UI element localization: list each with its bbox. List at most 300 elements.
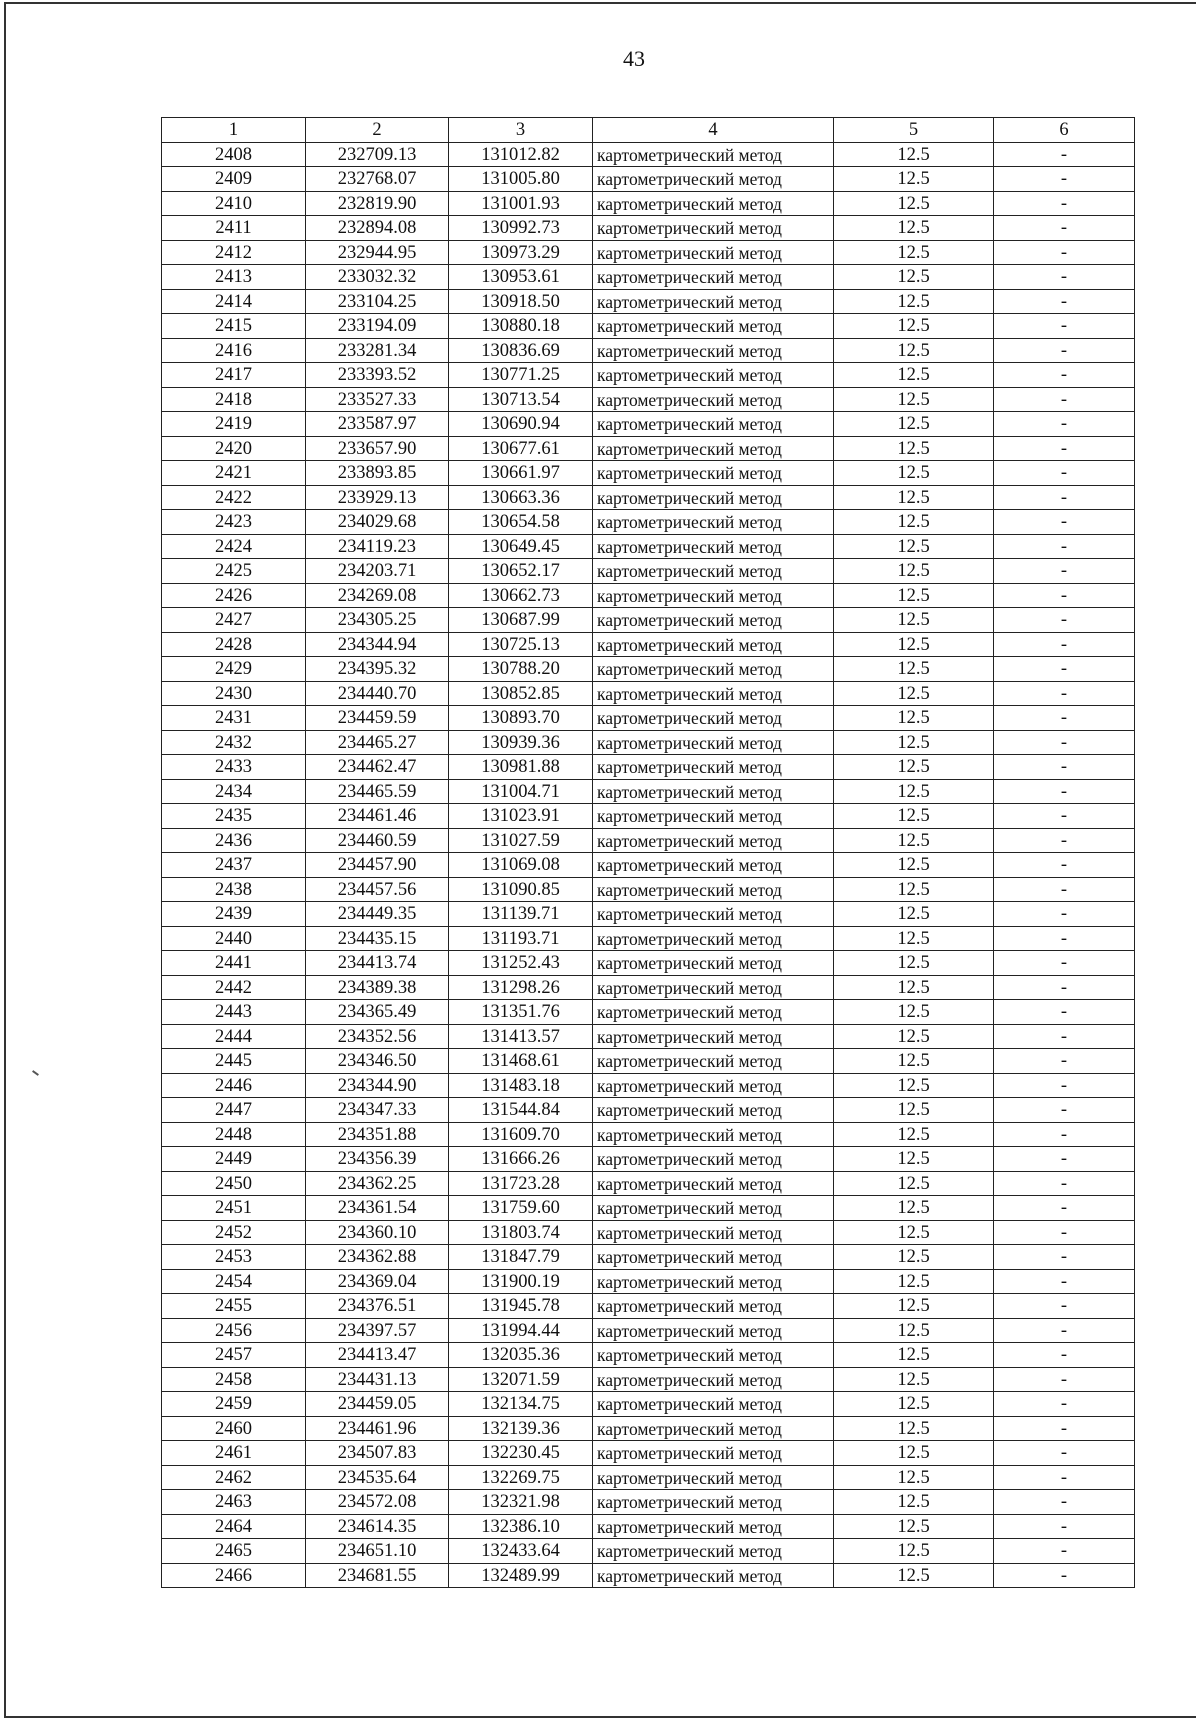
y-coordinate-cell: 131413.57 [449, 1024, 593, 1049]
point-number-cell: 2409 [162, 167, 306, 192]
x-coordinate-cell: 234435.15 [306, 926, 449, 951]
x-coordinate-cell: 234361.54 [306, 1196, 449, 1221]
y-coordinate-cell: 130981.88 [449, 755, 593, 780]
point-number-cell: 2419 [162, 412, 306, 437]
accuracy-cell: 12.5 [834, 902, 994, 927]
point-number-cell: 2466 [162, 1563, 306, 1588]
accuracy-cell: 12.5 [834, 951, 994, 976]
accuracy-cell: 12.5 [834, 681, 994, 706]
method-cell: картометрический метод [593, 1220, 834, 1245]
table-row [162, 1000, 1135, 1025]
description-cell: - [994, 1441, 1135, 1466]
y-coordinate-cell: 132386.10 [449, 1514, 593, 1539]
method-cell: картометрический метод [593, 1245, 834, 1270]
x-coordinate-cell: 234352.56 [306, 1024, 449, 1049]
point-number-cell: 2446 [162, 1073, 306, 1098]
method-cell: картометрический метод [593, 926, 834, 951]
accuracy-cell: 12.5 [834, 828, 994, 853]
y-coordinate-cell: 130662.73 [449, 583, 593, 608]
accuracy-cell: 12.5 [834, 1563, 994, 1588]
x-coordinate-cell: 234344.90 [306, 1073, 449, 1098]
y-coordinate-cell: 131468.61 [449, 1049, 593, 1074]
method-cell: картометрический метод [593, 730, 834, 755]
y-coordinate-cell: 130788.20 [449, 657, 593, 682]
point-number-cell: 2442 [162, 975, 306, 1000]
point-number-cell: 2460 [162, 1416, 306, 1441]
description-cell: - [994, 338, 1135, 363]
description-cell: - [994, 730, 1135, 755]
description-cell: - [994, 240, 1135, 265]
method-cell: картометрический метод [593, 779, 834, 804]
point-number-cell: 2465 [162, 1539, 306, 1564]
description-cell: - [994, 1294, 1135, 1319]
x-coordinate-cell: 234119.23 [306, 534, 449, 559]
point-number-cell: 2444 [162, 1024, 306, 1049]
table-row [162, 1098, 1135, 1123]
table-row [162, 1122, 1135, 1147]
accuracy-cell: 12.5 [834, 1539, 994, 1564]
header-col-4: 4 [593, 118, 834, 143]
x-coordinate-cell: 233194.09 [306, 314, 449, 339]
y-coordinate-cell: 130939.36 [449, 730, 593, 755]
accuracy-cell: 12.5 [834, 1318, 994, 1343]
description-cell: - [994, 167, 1135, 192]
table-row [162, 265, 1135, 290]
table-row [162, 1294, 1135, 1319]
x-coordinate-cell: 234413.47 [306, 1343, 449, 1368]
method-cell: картометрический метод [593, 1343, 834, 1368]
description-cell: - [994, 1171, 1135, 1196]
method-cell: картометрический метод [593, 1147, 834, 1172]
accuracy-cell: 12.5 [834, 1147, 994, 1172]
accuracy-cell: 12.5 [834, 338, 994, 363]
description-cell: - [994, 1514, 1135, 1539]
method-cell: картометрический метод [593, 534, 834, 559]
accuracy-cell: 12.5 [834, 1220, 994, 1245]
description-cell: - [994, 412, 1135, 437]
method-cell: картометрический метод [593, 1196, 834, 1221]
description-cell: - [994, 1147, 1135, 1172]
accuracy-cell: 12.5 [834, 975, 994, 1000]
y-coordinate-cell: 130852.85 [449, 681, 593, 706]
y-coordinate-cell: 130687.99 [449, 608, 593, 633]
method-cell: картометрический метод [593, 755, 834, 780]
point-number-cell: 2425 [162, 559, 306, 584]
point-number-cell: 2456 [162, 1318, 306, 1343]
description-cell: - [994, 485, 1135, 510]
method-cell: картометрический метод [593, 216, 834, 241]
method-cell: картометрический метод [593, 387, 834, 412]
y-coordinate-cell: 131994.44 [449, 1318, 593, 1343]
x-coordinate-cell: 234395.32 [306, 657, 449, 682]
accuracy-cell: 12.5 [834, 510, 994, 535]
point-number-cell: 2463 [162, 1490, 306, 1515]
x-coordinate-cell: 234362.88 [306, 1245, 449, 1270]
x-coordinate-cell: 234346.50 [306, 1049, 449, 1074]
header-col-6: 6 [994, 118, 1135, 143]
y-coordinate-cell: 132035.36 [449, 1343, 593, 1368]
method-cell: картометрический метод [593, 804, 834, 829]
accuracy-cell: 12.5 [834, 583, 994, 608]
description-cell: - [994, 1416, 1135, 1441]
x-coordinate-cell: 234413.74 [306, 951, 449, 976]
accuracy-cell: 12.5 [834, 1122, 994, 1147]
x-coordinate-cell: 233929.13 [306, 485, 449, 510]
y-coordinate-cell: 130713.54 [449, 387, 593, 412]
header-col-3: 3 [449, 118, 593, 143]
point-number-cell: 2418 [162, 387, 306, 412]
x-coordinate-cell: 234369.04 [306, 1269, 449, 1294]
point-number-cell: 2432 [162, 730, 306, 755]
x-coordinate-cell: 234365.49 [306, 1000, 449, 1025]
scan-border-bottom [4, 1716, 1196, 1718]
point-number-cell: 2434 [162, 779, 306, 804]
x-coordinate-cell: 234449.35 [306, 902, 449, 927]
method-cell: картометрический метод [593, 412, 834, 437]
x-coordinate-cell: 234347.33 [306, 1098, 449, 1123]
description-cell: - [994, 1318, 1135, 1343]
accuracy-cell: 12.5 [834, 363, 994, 388]
table-row [162, 1049, 1135, 1074]
accuracy-cell: 12.5 [834, 1196, 994, 1221]
point-number-cell: 2413 [162, 265, 306, 290]
y-coordinate-cell: 131544.84 [449, 1098, 593, 1123]
table-row [162, 1024, 1135, 1049]
description-cell: - [994, 902, 1135, 927]
description-cell: - [994, 216, 1135, 241]
point-number-cell: 2441 [162, 951, 306, 976]
x-coordinate-cell: 232894.08 [306, 216, 449, 241]
method-cell: картометрический метод [593, 1318, 834, 1343]
x-coordinate-cell: 234305.25 [306, 608, 449, 633]
y-coordinate-cell: 130649.45 [449, 534, 593, 559]
x-coordinate-cell: 233587.97 [306, 412, 449, 437]
x-coordinate-cell: 232944.95 [306, 240, 449, 265]
point-number-cell: 2421 [162, 461, 306, 486]
y-coordinate-cell: 130663.36 [449, 485, 593, 510]
table-body [162, 142, 1135, 1588]
method-cell: картометрический метод [593, 583, 834, 608]
y-coordinate-cell: 130677.61 [449, 436, 593, 461]
accuracy-cell: 12.5 [834, 804, 994, 829]
accuracy-cell: 12.5 [834, 240, 994, 265]
table-row [162, 755, 1135, 780]
table-row [162, 926, 1135, 951]
method-cell: картометрический метод [593, 828, 834, 853]
point-number-cell: 2436 [162, 828, 306, 853]
x-coordinate-cell: 234651.10 [306, 1539, 449, 1564]
description-cell: - [994, 1343, 1135, 1368]
table-row [162, 363, 1135, 388]
x-coordinate-cell: 234360.10 [306, 1220, 449, 1245]
method-cell: картометрический метод [593, 1416, 834, 1441]
description-cell: - [994, 779, 1135, 804]
accuracy-cell: 12.5 [834, 1294, 994, 1319]
method-cell: картометрический метод [593, 436, 834, 461]
y-coordinate-cell: 132230.45 [449, 1441, 593, 1466]
table-row [162, 216, 1135, 241]
y-coordinate-cell: 132269.75 [449, 1465, 593, 1490]
point-number-cell: 2420 [162, 436, 306, 461]
accuracy-cell: 12.5 [834, 265, 994, 290]
table-row [162, 1196, 1135, 1221]
x-coordinate-cell: 233527.33 [306, 387, 449, 412]
y-coordinate-cell: 132321.98 [449, 1490, 593, 1515]
description-cell: - [994, 877, 1135, 902]
accuracy-cell: 12.5 [834, 216, 994, 241]
accuracy-cell: 12.5 [834, 755, 994, 780]
point-number-cell: 2427 [162, 608, 306, 633]
accuracy-cell: 12.5 [834, 1049, 994, 1074]
y-coordinate-cell: 130771.25 [449, 363, 593, 388]
x-coordinate-cell: 234572.08 [306, 1490, 449, 1515]
x-coordinate-cell: 234614.35 [306, 1514, 449, 1539]
description-cell: - [994, 1563, 1135, 1588]
table-row [162, 534, 1135, 559]
description-cell: - [994, 1049, 1135, 1074]
y-coordinate-cell: 131090.85 [449, 877, 593, 902]
accuracy-cell: 12.5 [834, 461, 994, 486]
x-coordinate-cell: 233104.25 [306, 289, 449, 314]
method-cell: картометрический метод [593, 681, 834, 706]
description-cell: - [994, 632, 1135, 657]
point-number-cell: 2431 [162, 706, 306, 731]
x-coordinate-cell: 234465.27 [306, 730, 449, 755]
table-row [162, 632, 1135, 657]
description-cell: - [994, 804, 1135, 829]
table-row [162, 1539, 1135, 1564]
x-coordinate-cell: 234457.56 [306, 877, 449, 902]
y-coordinate-cell: 132433.64 [449, 1539, 593, 1564]
description-cell: - [994, 289, 1135, 314]
point-number-cell: 2453 [162, 1245, 306, 1270]
table-row [162, 730, 1135, 755]
y-coordinate-cell: 131298.26 [449, 975, 593, 1000]
x-coordinate-cell: 234461.96 [306, 1416, 449, 1441]
method-cell: картометрический метод [593, 632, 834, 657]
x-coordinate-cell: 233281.34 [306, 338, 449, 363]
x-coordinate-cell: 234431.13 [306, 1367, 449, 1392]
accuracy-cell: 12.5 [834, 1490, 994, 1515]
description-cell: - [994, 1000, 1135, 1025]
accuracy-cell: 12.5 [834, 387, 994, 412]
accuracy-cell: 12.5 [834, 485, 994, 510]
accuracy-cell: 12.5 [834, 730, 994, 755]
point-number-cell: 2445 [162, 1049, 306, 1074]
table-row [162, 1514, 1135, 1539]
point-number-cell: 2417 [162, 363, 306, 388]
accuracy-cell: 12.5 [834, 142, 994, 167]
accuracy-cell: 12.5 [834, 706, 994, 731]
point-number-cell: 2440 [162, 926, 306, 951]
accuracy-cell: 12.5 [834, 289, 994, 314]
y-coordinate-cell: 132134.75 [449, 1392, 593, 1417]
method-cell: картометрический метод [593, 1294, 834, 1319]
y-coordinate-cell: 131069.08 [449, 853, 593, 878]
point-number-cell: 2452 [162, 1220, 306, 1245]
description-cell: - [994, 1367, 1135, 1392]
method-cell: картометрический метод [593, 1024, 834, 1049]
description-cell: - [994, 681, 1135, 706]
coordinates-table [161, 117, 1135, 1588]
point-number-cell: 2423 [162, 510, 306, 535]
description-cell: - [994, 387, 1135, 412]
y-coordinate-cell: 131139.71 [449, 902, 593, 927]
x-coordinate-cell: 234465.59 [306, 779, 449, 804]
accuracy-cell: 12.5 [834, 534, 994, 559]
x-coordinate-cell: 234269.08 [306, 583, 449, 608]
accuracy-cell: 12.5 [834, 1024, 994, 1049]
x-coordinate-cell: 234460.59 [306, 828, 449, 853]
x-coordinate-cell: 234351.88 [306, 1122, 449, 1147]
point-number-cell: 2438 [162, 877, 306, 902]
method-cell: картометрический метод [593, 485, 834, 510]
description-cell: - [994, 1490, 1135, 1515]
x-coordinate-cell: 232709.13 [306, 142, 449, 167]
method-cell: картометрический метод [593, 951, 834, 976]
description-cell: - [994, 1073, 1135, 1098]
accuracy-cell: 12.5 [834, 1465, 994, 1490]
x-coordinate-cell: 234457.90 [306, 853, 449, 878]
accuracy-cell: 12.5 [834, 314, 994, 339]
point-number-cell: 2437 [162, 853, 306, 878]
method-cell: картометрический метод [593, 1392, 834, 1417]
table-row [162, 1245, 1135, 1270]
method-cell: картометрический метод [593, 510, 834, 535]
description-cell: - [994, 1220, 1135, 1245]
table-row [162, 1367, 1135, 1392]
description-cell: - [994, 1098, 1135, 1123]
table-row [162, 461, 1135, 486]
point-number-cell: 2451 [162, 1196, 306, 1221]
table-row [162, 804, 1135, 829]
y-coordinate-cell: 130918.50 [449, 289, 593, 314]
accuracy-cell: 12.5 [834, 191, 994, 216]
method-cell: картометрический метод [593, 167, 834, 192]
y-coordinate-cell: 131723.28 [449, 1171, 593, 1196]
y-coordinate-cell: 130880.18 [449, 314, 593, 339]
table-row [162, 387, 1135, 412]
point-number-cell: 2450 [162, 1171, 306, 1196]
accuracy-cell: 12.5 [834, 779, 994, 804]
y-coordinate-cell: 132139.36 [449, 1416, 593, 1441]
x-coordinate-cell: 234362.25 [306, 1171, 449, 1196]
description-cell: - [994, 951, 1135, 976]
table-row [162, 289, 1135, 314]
description-cell: - [994, 1196, 1135, 1221]
table-row [162, 1073, 1135, 1098]
y-coordinate-cell: 130690.94 [449, 412, 593, 437]
accuracy-cell: 12.5 [834, 1171, 994, 1196]
point-number-cell: 2457 [162, 1343, 306, 1368]
method-cell: картометрический метод [593, 191, 834, 216]
description-cell: - [994, 363, 1135, 388]
point-number-cell: 2426 [162, 583, 306, 608]
point-number-cell: 2462 [162, 1465, 306, 1490]
x-coordinate-cell: 234440.70 [306, 681, 449, 706]
y-coordinate-cell: 131001.93 [449, 191, 593, 216]
x-coordinate-cell: 234397.57 [306, 1318, 449, 1343]
point-number-cell: 2428 [162, 632, 306, 657]
description-cell: - [994, 1024, 1135, 1049]
x-coordinate-cell: 233032.32 [306, 265, 449, 290]
description-cell: - [994, 265, 1135, 290]
point-number-cell: 2411 [162, 216, 306, 241]
method-cell: картометрический метод [593, 1073, 834, 1098]
accuracy-cell: 12.5 [834, 926, 994, 951]
point-number-cell: 2443 [162, 1000, 306, 1025]
page-number: 43 [623, 46, 645, 71]
y-coordinate-cell: 131023.91 [449, 804, 593, 829]
x-coordinate-cell: 232768.07 [306, 167, 449, 192]
description-cell: - [994, 706, 1135, 731]
table-row [162, 1465, 1135, 1490]
y-coordinate-cell: 131193.71 [449, 926, 593, 951]
x-coordinate-cell: 234029.68 [306, 510, 449, 535]
method-cell: картометрический метод [593, 559, 834, 584]
method-cell: картометрический метод [593, 657, 834, 682]
y-coordinate-cell: 130661.97 [449, 461, 593, 486]
y-coordinate-cell: 131027.59 [449, 828, 593, 853]
method-cell: картометрический метод [593, 706, 834, 731]
accuracy-cell: 12.5 [834, 412, 994, 437]
description-cell: - [994, 534, 1135, 559]
table-row [162, 1416, 1135, 1441]
y-coordinate-cell: 131759.60 [449, 1196, 593, 1221]
y-coordinate-cell: 130654.58 [449, 510, 593, 535]
y-coordinate-cell: 131351.76 [449, 1000, 593, 1025]
description-cell: - [994, 583, 1135, 608]
accuracy-cell: 12.5 [834, 436, 994, 461]
table-row [162, 706, 1135, 731]
y-coordinate-cell: 130836.69 [449, 338, 593, 363]
method-cell: картометрический метод [593, 314, 834, 339]
point-number-cell: 2459 [162, 1392, 306, 1417]
description-cell: - [994, 559, 1135, 584]
x-coordinate-cell: 233657.90 [306, 436, 449, 461]
table-row [162, 485, 1135, 510]
y-coordinate-cell: 131483.18 [449, 1073, 593, 1098]
accuracy-cell: 12.5 [834, 1269, 994, 1294]
description-cell: - [994, 191, 1135, 216]
method-cell: картометрический метод [593, 142, 834, 167]
table-row [162, 877, 1135, 902]
method-cell: картометрический метод [593, 975, 834, 1000]
description-cell: - [994, 1392, 1135, 1417]
method-cell: картометрический метод [593, 1171, 834, 1196]
x-coordinate-cell: 234459.59 [306, 706, 449, 731]
description-cell: - [994, 1465, 1135, 1490]
method-cell: картометрический метод [593, 1539, 834, 1564]
y-coordinate-cell: 131803.74 [449, 1220, 593, 1245]
x-coordinate-cell: 234389.38 [306, 975, 449, 1000]
description-cell: - [994, 657, 1135, 682]
y-coordinate-cell: 130725.13 [449, 632, 593, 657]
table-row [162, 1318, 1135, 1343]
table-row [162, 412, 1135, 437]
table-row [162, 314, 1135, 339]
method-cell: картометрический метод [593, 608, 834, 633]
description-cell: - [994, 1122, 1135, 1147]
table-row [162, 657, 1135, 682]
x-coordinate-cell: 233393.52 [306, 363, 449, 388]
point-number-cell: 2435 [162, 804, 306, 829]
accuracy-cell: 12.5 [834, 853, 994, 878]
y-coordinate-cell: 130893.70 [449, 706, 593, 731]
table-row [162, 608, 1135, 633]
table-row [162, 142, 1135, 167]
point-number-cell: 2416 [162, 338, 306, 363]
